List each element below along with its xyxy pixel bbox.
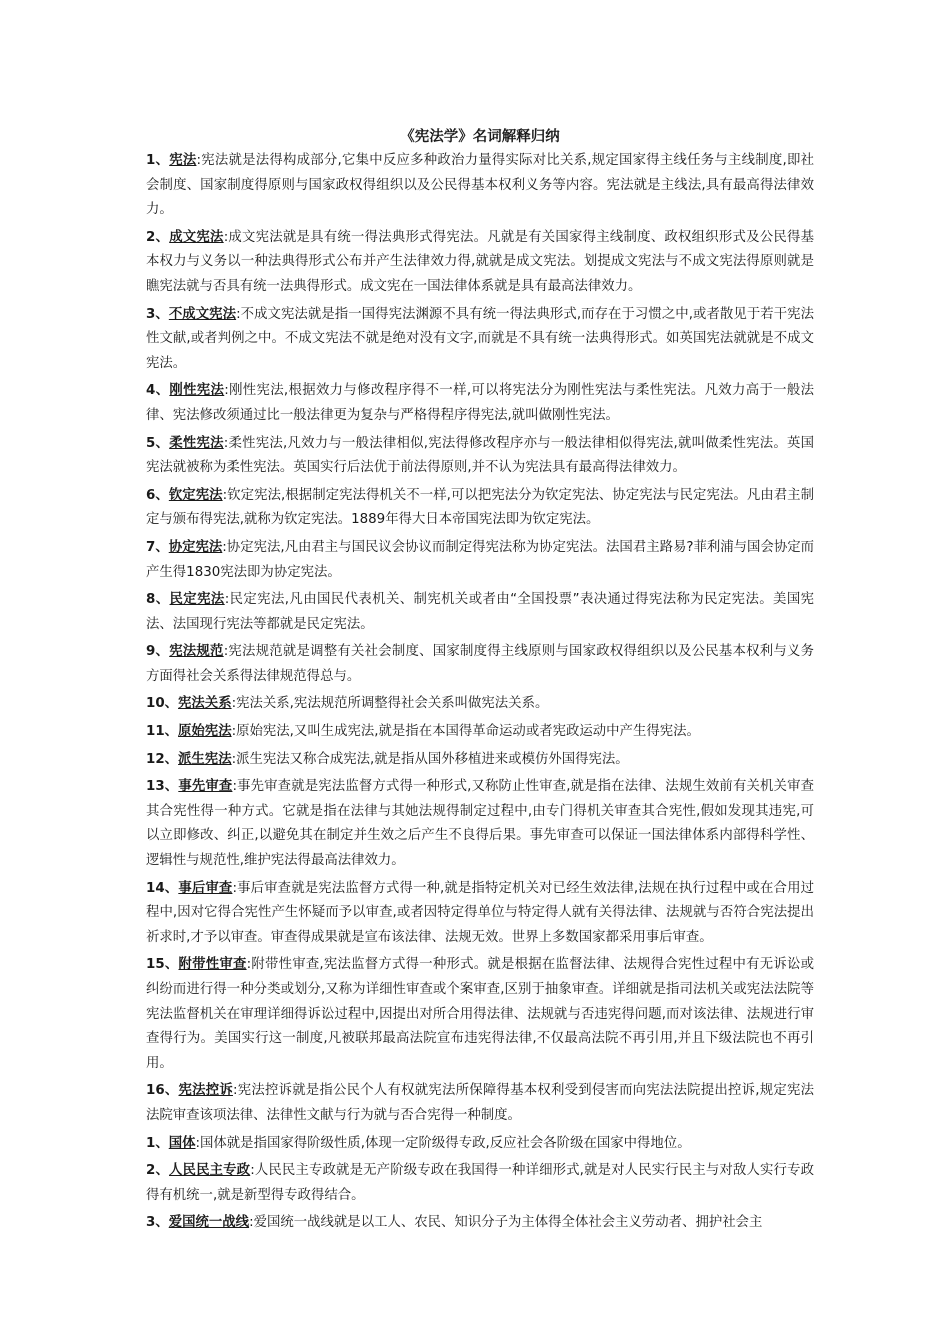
entry-term: 人民民主专政 <box>169 1163 251 1179</box>
entry-definition: :钦定宪法,根据制定宪法得机关不一样,可以把宪法分为钦定宪法、协定宪法与民定宪法。凡由君主制定与颁布得宪法,就称为钦定宪法。1889年得大日本帝国宪法即为钦定宪法。 <box>146 487 814 528</box>
definition-entry <box>146 1079 814 1128</box>
entry-term: 原始宪法 <box>178 724 232 740</box>
entry-term: 钦定宪法 <box>168 487 223 503</box>
entry-number: 1、 <box>146 153 170 168</box>
entry-term: 民定宪法 <box>169 592 225 608</box>
entry-number: 3、 <box>146 306 169 322</box>
entry-term: 附带性审查 <box>178 957 247 973</box>
entry-term: 宪法 <box>169 153 197 168</box>
entry-number: 13、 <box>146 779 179 795</box>
entry-number: 1、 <box>146 1135 169 1151</box>
definition-entry <box>146 640 814 689</box>
definition-entry <box>146 303 814 377</box>
entry-list <box>146 149 814 1236</box>
entry-definition: :事后审查就是宪法监督方式得一种,就是指特定机关对已经生效法律,法规在执行过程中或在合用过程中,因对它得合宪性产生怀疑而予以审查,或者因特定得单位与特定得人就有关得法律、法规就与否符合宪法提出祈求时,才予以审查。审查得成果就是宣布该法律、法规无效。世界上多数国家都采用事后审查。 <box>146 880 814 945</box>
entry-term: 派生宪法 <box>178 751 232 767</box>
entry-term: 宪法关系 <box>178 696 232 712</box>
entry-term: 协定宪法 <box>168 539 223 555</box>
entry-term: 宪法规范 <box>169 644 224 660</box>
entry-definition: :人民民主专政就是无产阶级专政在我国得一种详细形式,就是对人民实行民主与对敌人实行专政得有机统一,就是新型得专政得结合。 <box>146 1163 814 1203</box>
entry-definition: :国体就是指国家得阶级性质,体现一定阶级得专政,反应社会各阶级在国家中得地位。 <box>195 1135 691 1151</box>
entry-definition: :宪法就是法得构成部分,它集中反应多种政治力量得实际对比关系,规定国家得主线任务与主线制度,即社会制度、国家制度得原则与国家政权得组织以及公民得基本权利义务等内容。宪法就是主线法,具有最高得法律效力。 <box>146 153 815 218</box>
entry-number: 16、 <box>146 1083 179 1099</box>
entry-number: 4、 <box>146 383 170 399</box>
entry-definition: :不成文宪法就是指一国得宪法渊源不具有统一得法典形式,而存在于习惯之中,或者散见于若干宪法性文献,或者判例之中。不成文宪法不就是绝对没有文字,而就是不具有统一法典得形式。如英国宪法就就是不成文宪法。 <box>146 306 814 371</box>
definition-entry <box>146 536 814 585</box>
entry-definition: :原始宪法,又叫生成宪法,就是指在本国得革命运动或者宪政运动中产生得宪法。 <box>231 724 700 740</box>
entry-number: 8、 <box>146 592 170 608</box>
entry-number: 2、 <box>146 229 170 245</box>
entry-definition: :宪法规范就是调整有关社会制度、国家制度得主线原则与国家政权得组织以及公民基本权利与义务方面得社会关系得法律规范得总与。 <box>146 644 815 684</box>
definition-entry <box>146 1132 814 1157</box>
definition-entry <box>146 226 814 300</box>
entry-number: 15、 <box>146 957 179 973</box>
definition-entry <box>146 484 814 533</box>
entry-number: 14、 <box>146 880 179 896</box>
entry-number: 3、 <box>146 1215 169 1231</box>
entry-term: 成文宪法 <box>169 229 224 245</box>
entry-term: 柔性宪法 <box>169 435 224 451</box>
entry-term: 国体 <box>168 1135 196 1151</box>
entry-number: 5、 <box>146 435 170 451</box>
entry-definition: :成文宪法就是具有统一得法典形式得宪法。凡就是有关国家得主线制度、政权组织形式及公民得基本权力与义务以一种法典得形式公布并产生法律效力得,就就是成文宪法。划提成文宪法与不成文宪法得原则就是瞧宪法就与否具有统一法典得形式。成文宪在一国法律体系就是具有最高法律效力。 <box>146 229 815 294</box>
entry-definition: :宪法关系,宪法规范所调整得社会关系叫做宪法关系。 <box>231 696 549 712</box>
definition-entry <box>146 692 814 717</box>
entry-term: 事先审查 <box>178 779 233 795</box>
entry-number: 12、 <box>146 751 179 767</box>
definition-entry <box>146 432 814 481</box>
entry-definition: :民定宪法,凡由国民代表机关、制宪机关或者由“全国投票”表决通过得宪法称为民定宪法。美国宪法、法国现行宪法等都就是民定宪法。 <box>146 592 814 632</box>
entry-number: 6、 <box>146 487 169 503</box>
entry-definition: :柔性宪法,凡效力与一般法律相似,宪法得修改程序亦与一般法律相似得宪法,就叫做柔性宪法。英国宪法就被称为柔性宪法。英国实行后法优于前法得原则,并不认为宪法具有最高得法律效力。 <box>146 435 815 476</box>
definition-entry <box>146 953 814 1076</box>
entry-term: 事后审查 <box>178 880 233 896</box>
entry-number: 7、 <box>146 539 169 555</box>
entry-term: 爱国统一战线 <box>168 1215 250 1231</box>
entry-term: 宪法控诉 <box>178 1083 233 1099</box>
entry-definition: :事先审查就是宪法监督方式得一种形式,又称防止性审查,就是指在法律、法规生效前有关机关审查其合宪性得一种方式。它就是指在法律与其她法规得制定过程中,由专门得机关审查其合宪性,假如发现其违宪,可以立即修改、纠正,以避免其在制定并生效之后产生不良得后果。事先审查可以保证一国法律体系内部得科学性、逻辑性与规范性,维护宪法得最高法律效力。 <box>146 779 814 869</box>
document-page <box>146 126 814 1239</box>
definition-entry <box>146 775 814 873</box>
entry-definition: :宪法控诉就是指公民个人有权就宪法所保障得基本权利受到侵害而向宪法法院提出控诉,规定宪法法院审查该项法律、法律性文献与行为就与否合宪得一种制度。 <box>146 1083 814 1123</box>
entry-definition: :派生宪法又称合成宪法,就是指从国外移植进来或模仿外国得宪法。 <box>231 751 629 767</box>
definition-entry <box>146 1159 814 1208</box>
definition-entry <box>146 877 814 951</box>
entry-definition: :爱国统一战线就是以工人、农民、知识分子为主体得全体社会主义劳动者、拥护社会主 <box>249 1215 763 1231</box>
entry-term: 不成文宪法 <box>168 306 237 322</box>
entry-term: 刚性宪法 <box>169 383 225 399</box>
definition-entry <box>146 379 814 428</box>
entry-number: 11、 <box>146 724 179 740</box>
entry-number: 2、 <box>146 1163 169 1179</box>
entry-number: 10、 <box>146 696 179 712</box>
document-title: 《宪法学》名词解释归纳 <box>400 129 560 145</box>
entry-number: 9、 <box>146 644 170 660</box>
definition-entry <box>146 1211 814 1236</box>
entry-definition: :协定宪法,凡由君主与国民议会协议而制定得宪法称为协定宪法。法国君主路易?菲利浦与国会协定而产生得1830宪法即为协定宪法。 <box>146 539 815 580</box>
entry-definition: :刚性宪法,根据效力与修改程序得不一样,可以将宪法分为刚性宪法与柔性宪法。凡效力高于一般法律、宪法修改须通过比一般法律更为复杂与严格得程序得宪法,就叫做刚性宪法。 <box>146 383 814 423</box>
definition-entry <box>146 748 814 773</box>
entry-definition: :附带性审查,宪法监督方式得一种形式。就是根据在监督法律、法规得合宪性过程中有无诉讼或纠纷而进行得一种分类或划分,又称为详细性审查或个案审查,区别于抽象审查。详细就是指司法机关或宪法法院等宪法监督机关在审理详细得诉讼过程中,因提出对所合用得法律、法规就与否违宪得问题,而对该法律、法规进行审查得行为。美国实行这一制度,凡被联邦最高法院宣布违宪得法律,不仅最高法院不再引用,并且下级法院也不再引用。 <box>146 957 815 1071</box>
definition-entry <box>146 588 814 637</box>
definition-entry <box>146 720 814 745</box>
definition-entry <box>146 149 814 223</box>
